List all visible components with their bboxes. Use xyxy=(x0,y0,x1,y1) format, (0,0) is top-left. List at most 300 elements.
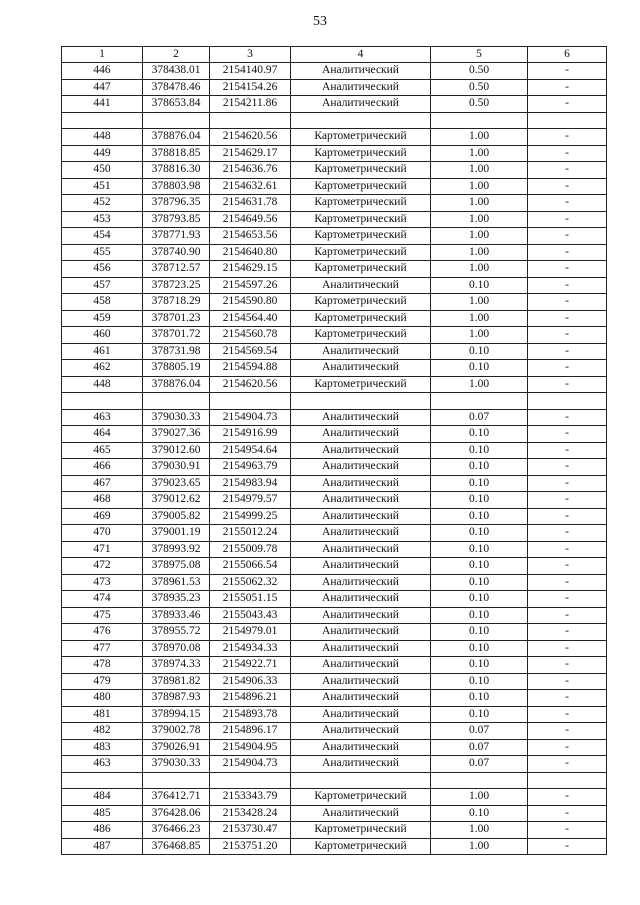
table-cell: Картометрический xyxy=(291,294,431,311)
table-row xyxy=(62,63,607,80)
table-row xyxy=(62,591,607,608)
table-cell: 2154983.94 xyxy=(210,475,291,492)
empty-cell xyxy=(291,112,431,129)
table-cell: 2154904.73 xyxy=(210,756,291,773)
table-cell: 2153730.47 xyxy=(210,822,291,839)
table-cell: - xyxy=(528,96,607,113)
table-row xyxy=(62,525,607,542)
table-cell: 378970.08 xyxy=(143,640,210,657)
column-header: 6 xyxy=(528,47,607,63)
table-cell: Аналитический xyxy=(291,541,431,558)
table-cell: 378731.98 xyxy=(143,343,210,360)
table-cell: 2155009.78 xyxy=(210,541,291,558)
table-cell: 454 xyxy=(62,228,143,245)
table-cell: 2154597.26 xyxy=(210,277,291,294)
table-cell: 2154620.56 xyxy=(210,129,291,146)
table-cell: 483 xyxy=(62,739,143,756)
table-cell: Картометрический xyxy=(291,261,431,278)
empty-cell xyxy=(528,393,607,410)
table-cell: 2154649.56 xyxy=(210,211,291,228)
table-row xyxy=(62,706,607,723)
table-cell: 1.00 xyxy=(431,195,528,212)
table-cell: 460 xyxy=(62,327,143,344)
table-cell: Картометрический xyxy=(291,145,431,162)
table-cell: Картометрический xyxy=(291,211,431,228)
table-cell: - xyxy=(528,838,607,855)
table-cell: 378933.46 xyxy=(143,607,210,624)
empty-cell xyxy=(62,112,143,129)
table-cell: 480 xyxy=(62,690,143,707)
table-cell: - xyxy=(528,706,607,723)
table-row xyxy=(62,789,607,806)
empty-cell xyxy=(431,112,528,129)
table-row xyxy=(62,195,607,212)
table-cell: 378793.85 xyxy=(143,211,210,228)
table-cell: 1.00 xyxy=(431,178,528,195)
table-cell: 2155062.32 xyxy=(210,574,291,591)
table-cell: 0.10 xyxy=(431,558,528,575)
table-cell: 463 xyxy=(62,756,143,773)
table-row xyxy=(62,624,607,641)
table-row xyxy=(62,360,607,377)
empty-cell xyxy=(210,393,291,410)
table-row xyxy=(62,459,607,476)
blank-separator-row xyxy=(62,393,607,410)
table-cell: 378975.08 xyxy=(143,558,210,575)
table-cell: Картометрический xyxy=(291,327,431,344)
table-row xyxy=(62,442,607,459)
table-row xyxy=(62,426,607,443)
table-cell: - xyxy=(528,409,607,426)
table-cell: Аналитический xyxy=(291,79,431,96)
table-row xyxy=(62,657,607,674)
table-cell: - xyxy=(528,508,607,525)
table-cell: - xyxy=(528,591,607,608)
table-cell: 447 xyxy=(62,79,143,96)
table-cell: - xyxy=(528,79,607,96)
table-cell: Аналитический xyxy=(291,492,431,509)
table-cell: 378955.72 xyxy=(143,624,210,641)
table-row xyxy=(62,723,607,740)
table-cell: 2154564.40 xyxy=(210,310,291,327)
table-cell: 0.10 xyxy=(431,343,528,360)
table-cell: 1.00 xyxy=(431,145,528,162)
table-cell: - xyxy=(528,657,607,674)
table-cell: - xyxy=(528,195,607,212)
table-cell: Аналитический xyxy=(291,442,431,459)
page-number: 53 xyxy=(313,14,327,29)
table-cell: - xyxy=(528,541,607,558)
table-cell: 0.10 xyxy=(431,607,528,624)
table-cell: 378994.15 xyxy=(143,706,210,723)
table-cell: 449 xyxy=(62,145,143,162)
table-cell: 2154893.78 xyxy=(210,706,291,723)
table-cell: 2154979.01 xyxy=(210,624,291,641)
table-cell: 0.10 xyxy=(431,541,528,558)
table-cell: - xyxy=(528,244,607,261)
table-cell: Аналитический xyxy=(291,475,431,492)
table-row xyxy=(62,756,607,773)
table-row xyxy=(62,327,607,344)
empty-cell xyxy=(210,772,291,789)
table-cell: 455 xyxy=(62,244,143,261)
table-header-row xyxy=(62,47,607,63)
table-cell: Аналитический xyxy=(291,657,431,674)
table-cell: - xyxy=(528,574,607,591)
column-header: 5 xyxy=(431,47,528,63)
table-cell: 376466.23 xyxy=(143,822,210,839)
table-cell: 0.10 xyxy=(431,673,528,690)
table-cell: 1.00 xyxy=(431,244,528,261)
table-cell: - xyxy=(528,756,607,773)
table-cell: 0.10 xyxy=(431,657,528,674)
table-cell: 2154896.17 xyxy=(210,723,291,740)
table-cell: Аналитический xyxy=(291,409,431,426)
table-cell: Аналитический xyxy=(291,673,431,690)
table-row xyxy=(62,475,607,492)
table-cell: - xyxy=(528,805,607,822)
table-cell: Аналитический xyxy=(291,574,431,591)
table-cell: 379005.82 xyxy=(143,508,210,525)
blank-separator-row xyxy=(62,112,607,129)
table-cell: 458 xyxy=(62,294,143,311)
table-cell: Аналитический xyxy=(291,805,431,822)
table-cell: 0.10 xyxy=(431,426,528,443)
table-cell: 474 xyxy=(62,591,143,608)
table-cell: 2154904.73 xyxy=(210,409,291,426)
table-row xyxy=(62,310,607,327)
table-cell: - xyxy=(528,739,607,756)
table-row xyxy=(62,211,607,228)
table-cell: 470 xyxy=(62,525,143,542)
empty-cell xyxy=(143,112,210,129)
table-cell: 2154211.86 xyxy=(210,96,291,113)
table-cell: 1.00 xyxy=(431,162,528,179)
table-cell: 378478.46 xyxy=(143,79,210,96)
table-cell: Картометрический xyxy=(291,838,431,855)
table-cell: 481 xyxy=(62,706,143,723)
table-row xyxy=(62,574,607,591)
table-cell: 378935.23 xyxy=(143,591,210,608)
empty-cell xyxy=(431,772,528,789)
table-cell: 472 xyxy=(62,558,143,575)
table-cell: 378981.82 xyxy=(143,673,210,690)
table-row xyxy=(62,244,607,261)
table-cell: 2154620.56 xyxy=(210,376,291,393)
table-cell: 379012.62 xyxy=(143,492,210,509)
table-cell: 452 xyxy=(62,195,143,212)
empty-cell xyxy=(210,112,291,129)
table-cell: - xyxy=(528,673,607,690)
table-cell: 0.07 xyxy=(431,723,528,740)
table-cell: 457 xyxy=(62,277,143,294)
table-cell: - xyxy=(528,145,607,162)
table-cell: - xyxy=(528,178,607,195)
empty-cell xyxy=(143,393,210,410)
table-cell: 0.10 xyxy=(431,574,528,591)
table-cell: 378876.04 xyxy=(143,376,210,393)
table-cell: - xyxy=(528,690,607,707)
table-row xyxy=(62,228,607,245)
table-cell: 2153343.79 xyxy=(210,789,291,806)
table-cell: 378701.23 xyxy=(143,310,210,327)
table-cell: Аналитический xyxy=(291,63,431,80)
table-cell: 378805.19 xyxy=(143,360,210,377)
table-cell: 1.00 xyxy=(431,310,528,327)
empty-cell xyxy=(62,772,143,789)
table-cell: 378740.90 xyxy=(143,244,210,261)
table-cell: - xyxy=(528,360,607,377)
table-cell: 378701.72 xyxy=(143,327,210,344)
empty-cell xyxy=(62,393,143,410)
table-cell: 465 xyxy=(62,442,143,459)
table-cell: 0.50 xyxy=(431,96,528,113)
table-cell: 378653.84 xyxy=(143,96,210,113)
table-cell: - xyxy=(528,343,607,360)
table-cell: Аналитический xyxy=(291,706,431,723)
table-cell: 484 xyxy=(62,789,143,806)
table-cell: - xyxy=(528,525,607,542)
table-cell: 479 xyxy=(62,673,143,690)
table-cell: - xyxy=(528,310,607,327)
table-cell: 464 xyxy=(62,426,143,443)
table-cell: 448 xyxy=(62,129,143,146)
table-cell: 2154916.99 xyxy=(210,426,291,443)
table-cell: 2154636.76 xyxy=(210,162,291,179)
table-row xyxy=(62,558,607,575)
table-cell: 456 xyxy=(62,261,143,278)
table-cell: - xyxy=(528,442,607,459)
table-row xyxy=(62,673,607,690)
table-cell: - xyxy=(528,789,607,806)
table-cell: Аналитический xyxy=(291,607,431,624)
table-cell: 451 xyxy=(62,178,143,195)
table-row xyxy=(62,162,607,179)
table-cell: Аналитический xyxy=(291,459,431,476)
table-cell: 2155043.43 xyxy=(210,607,291,624)
table-cell: 487 xyxy=(62,838,143,855)
table-cell: 1.00 xyxy=(431,261,528,278)
table-cell: Картометрический xyxy=(291,789,431,806)
column-header: 1 xyxy=(62,47,143,63)
table-cell: 2154640.80 xyxy=(210,244,291,261)
table-cell: - xyxy=(528,277,607,294)
table-cell: 453 xyxy=(62,211,143,228)
table-cell: 461 xyxy=(62,343,143,360)
table-cell: - xyxy=(528,822,607,839)
table-cell: Аналитический xyxy=(291,277,431,294)
table-cell: 0.07 xyxy=(431,409,528,426)
table-cell: Картометрический xyxy=(291,376,431,393)
table-row xyxy=(62,277,607,294)
table-cell: 476 xyxy=(62,624,143,641)
table-row xyxy=(62,822,607,839)
table-cell: 0.10 xyxy=(431,690,528,707)
table-row xyxy=(62,294,607,311)
table-cell: 379030.33 xyxy=(143,756,210,773)
table-cell: 379023.65 xyxy=(143,475,210,492)
table-cell: 378438.01 xyxy=(143,63,210,80)
table-cell: 378723.25 xyxy=(143,277,210,294)
table-cell: 459 xyxy=(62,310,143,327)
table-cell: 378796.35 xyxy=(143,195,210,212)
table-cell: 0.10 xyxy=(431,277,528,294)
table-cell: - xyxy=(528,327,607,344)
table-cell: 2155051.15 xyxy=(210,591,291,608)
table-cell: 462 xyxy=(62,360,143,377)
table-cell: Картометрический xyxy=(291,195,431,212)
table-cell: 2154632.61 xyxy=(210,178,291,195)
table-cell: 0.50 xyxy=(431,79,528,96)
table-cell: 471 xyxy=(62,541,143,558)
table-cell: 378987.93 xyxy=(143,690,210,707)
empty-cell xyxy=(291,393,431,410)
table-cell: Аналитический xyxy=(291,690,431,707)
table-cell: 467 xyxy=(62,475,143,492)
table-cell: - xyxy=(528,640,607,657)
table-cell: Аналитический xyxy=(291,640,431,657)
table-cell: Аналитический xyxy=(291,739,431,756)
table-cell: - xyxy=(528,294,607,311)
table-cell: - xyxy=(528,261,607,278)
table-cell: 486 xyxy=(62,822,143,839)
table-cell: 1.00 xyxy=(431,822,528,839)
table-cell: 2154922.71 xyxy=(210,657,291,674)
table-cell: 1.00 xyxy=(431,129,528,146)
table-cell: 2155012.24 xyxy=(210,525,291,542)
table-cell: 441 xyxy=(62,96,143,113)
table-cell: - xyxy=(528,228,607,245)
table-row xyxy=(62,376,607,393)
table-cell: 463 xyxy=(62,409,143,426)
table-cell: 1.00 xyxy=(431,294,528,311)
column-header: 3 xyxy=(210,47,291,63)
table-row xyxy=(62,739,607,756)
blank-separator-row xyxy=(62,772,607,789)
table-cell: - xyxy=(528,63,607,80)
table-row xyxy=(62,79,607,96)
table-cell: 378718.29 xyxy=(143,294,210,311)
table-cell: 2154629.17 xyxy=(210,145,291,162)
table-cell: 1.00 xyxy=(431,228,528,245)
table-cell: 448 xyxy=(62,376,143,393)
table-cell: Аналитический xyxy=(291,343,431,360)
table-cell: 2154594.88 xyxy=(210,360,291,377)
table-cell: 2154653.56 xyxy=(210,228,291,245)
table-cell: 450 xyxy=(62,162,143,179)
table-cell: 2154560.78 xyxy=(210,327,291,344)
table-cell: Аналитический xyxy=(291,508,431,525)
table-cell: - xyxy=(528,723,607,740)
table-cell: 0.10 xyxy=(431,508,528,525)
table-cell: 0.10 xyxy=(431,640,528,657)
table-body xyxy=(62,63,607,855)
table-cell: 2154906.33 xyxy=(210,673,291,690)
table-cell: 468 xyxy=(62,492,143,509)
table-cell: 0.10 xyxy=(431,591,528,608)
table-cell: 0.10 xyxy=(431,525,528,542)
table-cell: Картометрический xyxy=(291,310,431,327)
table-cell: 485 xyxy=(62,805,143,822)
table-cell: 2154963.79 xyxy=(210,459,291,476)
table-cell: 2154590.80 xyxy=(210,294,291,311)
empty-cell xyxy=(143,772,210,789)
table-cell: 0.10 xyxy=(431,805,528,822)
table-cell: 378818.85 xyxy=(143,145,210,162)
table-cell: - xyxy=(528,492,607,509)
table-cell: 2154896.21 xyxy=(210,690,291,707)
table-cell: - xyxy=(528,376,607,393)
table-cell: Картометрический xyxy=(291,244,431,261)
table-cell: 379012.60 xyxy=(143,442,210,459)
table-row xyxy=(62,805,607,822)
table-cell: Аналитический xyxy=(291,558,431,575)
column-header: 4 xyxy=(291,47,431,63)
table-row xyxy=(62,640,607,657)
column-header: 2 xyxy=(143,47,210,63)
table-cell: 2154154.26 xyxy=(210,79,291,96)
table-row xyxy=(62,492,607,509)
table-cell: 473 xyxy=(62,574,143,591)
table-row xyxy=(62,541,607,558)
table-cell: 378771.93 xyxy=(143,228,210,245)
table-row xyxy=(62,690,607,707)
table-row xyxy=(62,838,607,855)
empty-cell xyxy=(528,772,607,789)
table-cell: - xyxy=(528,475,607,492)
empty-cell xyxy=(528,112,607,129)
table-cell: 0.10 xyxy=(431,475,528,492)
empty-cell xyxy=(431,393,528,410)
table-cell: 1.00 xyxy=(431,327,528,344)
table-cell: Картометрический xyxy=(291,162,431,179)
table-cell: Аналитический xyxy=(291,96,431,113)
table-cell: 477 xyxy=(62,640,143,657)
table-cell: Картометрический xyxy=(291,129,431,146)
table-cell: Аналитический xyxy=(291,591,431,608)
table-cell: 0.10 xyxy=(431,360,528,377)
table-cell: Аналитический xyxy=(291,723,431,740)
table-cell: 378961.53 xyxy=(143,574,210,591)
table-cell: 2154631.78 xyxy=(210,195,291,212)
table-row xyxy=(62,178,607,195)
table-cell: 379030.91 xyxy=(143,459,210,476)
table-cell: Картометрический xyxy=(291,228,431,245)
table-cell: Картометрический xyxy=(291,822,431,839)
table-cell: 0.07 xyxy=(431,756,528,773)
table-row xyxy=(62,343,607,360)
table-row xyxy=(62,261,607,278)
table-cell: - xyxy=(528,129,607,146)
table-cell: Аналитический xyxy=(291,525,431,542)
table-cell: 376468.85 xyxy=(143,838,210,855)
table-cell: 469 xyxy=(62,508,143,525)
table-cell: 2153751.20 xyxy=(210,838,291,855)
table-cell: 0.10 xyxy=(431,706,528,723)
table-cell: 1.00 xyxy=(431,789,528,806)
table-cell: 2154140.97 xyxy=(210,63,291,80)
table-cell: 378876.04 xyxy=(143,129,210,146)
table-row xyxy=(62,409,607,426)
table-row xyxy=(62,129,607,146)
table-cell: Аналитический xyxy=(291,360,431,377)
table-cell: 2154979.57 xyxy=(210,492,291,509)
table-row xyxy=(62,96,607,113)
table-cell: 2154934.33 xyxy=(210,640,291,657)
table-cell: 0.10 xyxy=(431,492,528,509)
table-cell: 475 xyxy=(62,607,143,624)
table-cell: 2154569.54 xyxy=(210,343,291,360)
